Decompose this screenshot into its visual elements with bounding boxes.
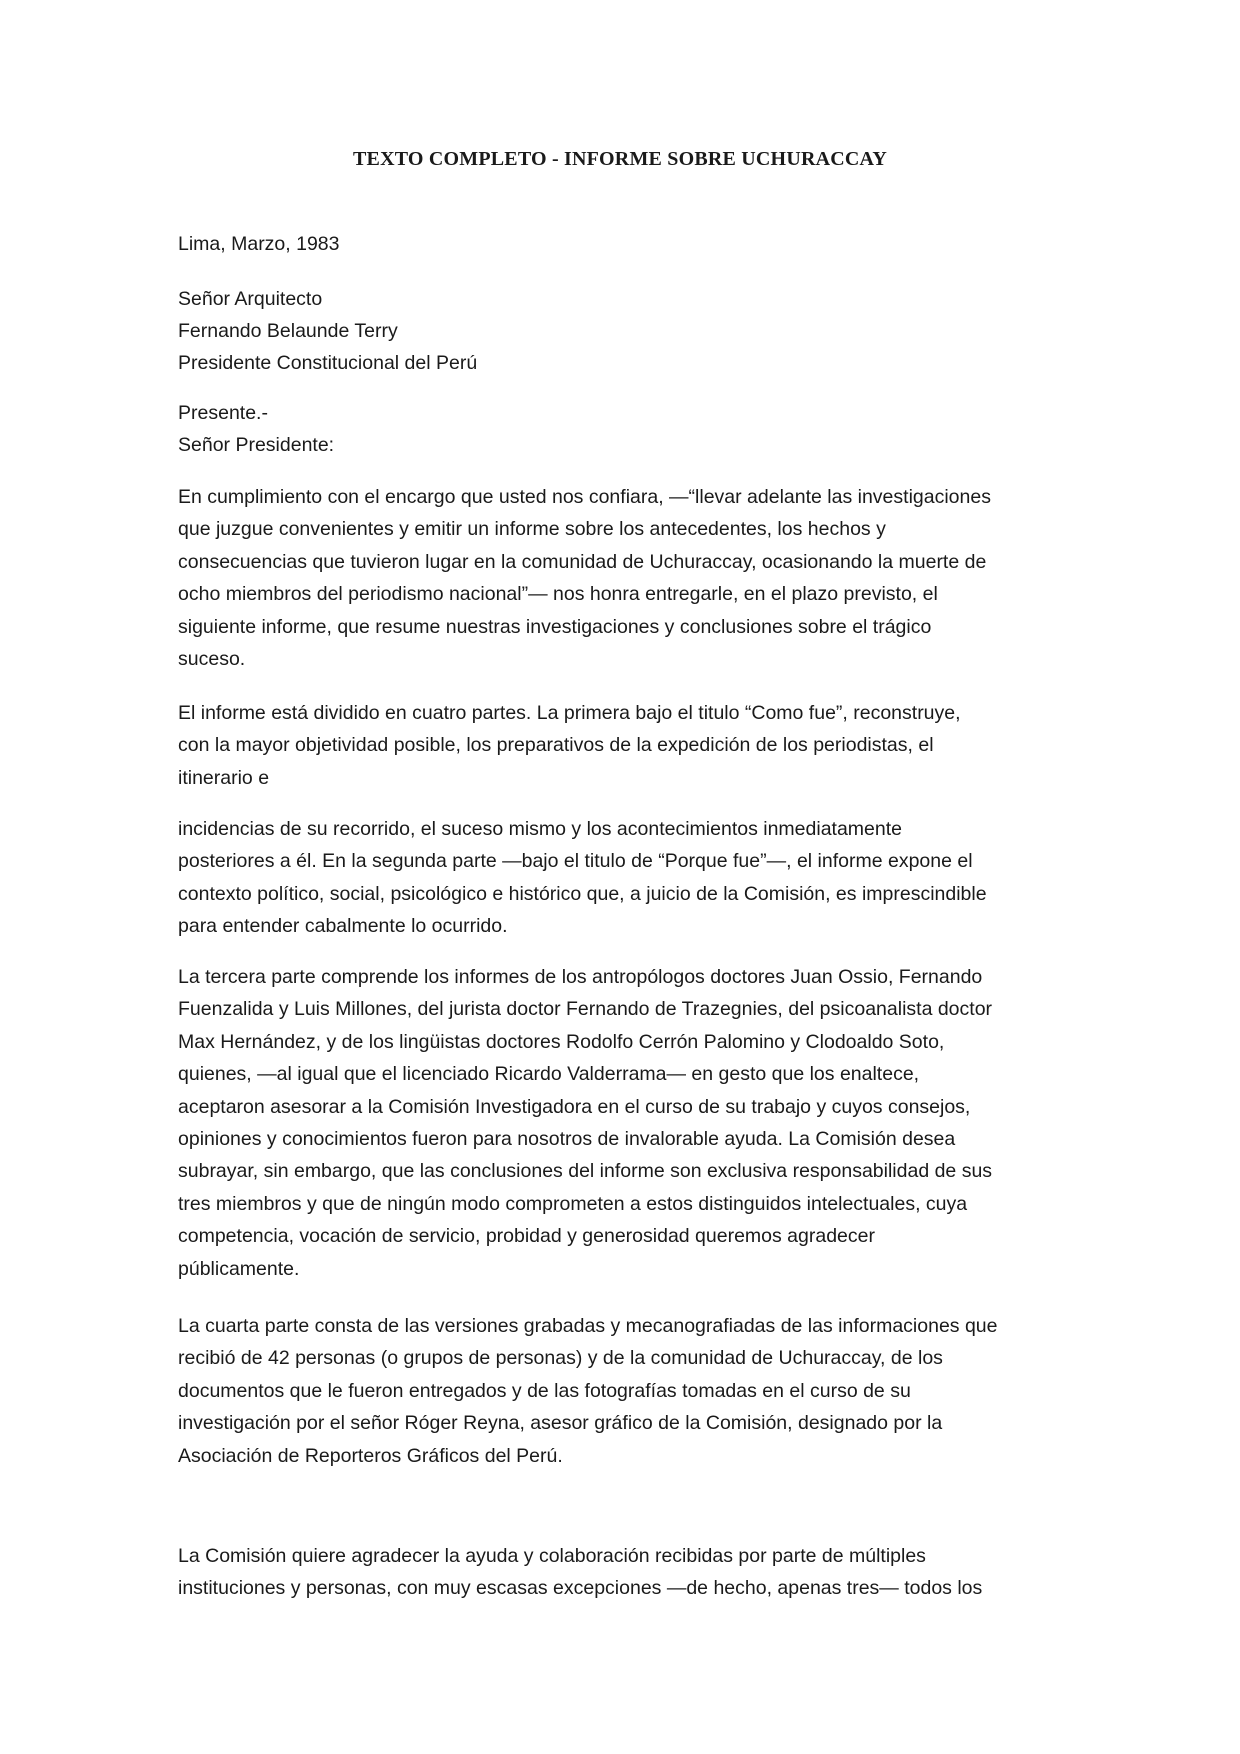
paragraph-line: Fuenzalida y Luis Millones, del jurista doctor Fernando de Trazegnies, del psicoanalista doctor bbox=[178, 998, 993, 1021]
paragraph-line: competencia, vocación de servicio, probidad y generosidad queremos agradecer bbox=[178, 1225, 875, 1248]
paragraph-line: suceso. bbox=[178, 648, 246, 671]
paragraph-line: investigación por el señor Róger Reyna, asesor gráfico de la Comisión, designado por la bbox=[178, 1412, 943, 1435]
paragraph-line: Asociación de Reporteros Gráficos del Perú. bbox=[178, 1444, 563, 1467]
paragraph-line: siguiente informe, que resume nuestras investigaciones y conclusiones sobre el trágico bbox=[178, 615, 932, 638]
paragraph-line: En cumplimiento con el encargo que usted nos confiara, —“llevar adelante las investigaciones bbox=[178, 486, 991, 508]
date-line-text: Lima, Marzo, 1983 bbox=[178, 233, 340, 255]
paragraph-line: recibió de 42 personas (o grupos de personas) y de la comunidad de Uchuraccay, de los bbox=[178, 1347, 943, 1370]
paragraph-line: públicamente. bbox=[178, 1257, 300, 1280]
paragraph-line: La Comisión quiere agradecer la ayuda y colaboración recibidas por parte de múltiples bbox=[178, 1545, 926, 1567]
paragraph-line: La tercera parte comprende los informes de los antropólogos doctores Juan Ossio, Fernando bbox=[178, 966, 983, 988]
addressee-line: Señor Arquitecto bbox=[178, 288, 323, 310]
paragraph-line: con la mayor objetividad posible, los preparativos de la expedición de los periodistas, el bbox=[178, 734, 934, 757]
salutation-line: Presente.- bbox=[178, 402, 268, 424]
addressee-block bbox=[178, 283, 1058, 379]
paragraph-2 bbox=[178, 697, 1058, 794]
paragraph-5 bbox=[178, 1310, 1058, 1472]
paragraph-line: instituciones y personas, con muy escasas excepciones —de hecho, apenas tres— todos los bbox=[178, 1577, 983, 1600]
paragraph-line: subrayar, sin embargo, que las conclusiones del informe son exclusiva responsabilidad de sus bbox=[178, 1160, 993, 1183]
paragraph-line: posteriores a él. En la segunda parte —bajo el titulo de “Porque fue”—, el informe expone el bbox=[178, 850, 973, 873]
paragraph-line: El informe está dividido en cuatro partes. La primera bajo el titulo “Como fue”, reconstruye, bbox=[178, 702, 961, 724]
paragraph-line: aceptaron asesorar a la Comisión Investigadora en el curso de su trabajo y cuyos consejos, bbox=[178, 1095, 971, 1118]
paragraph-line: para entender cabalmente lo ocurrido. bbox=[178, 915, 508, 938]
paragraph-line: documentos que le fueron entregados y de las fotografías tomadas en el curso de su bbox=[178, 1379, 911, 1402]
paragraph-line: itinerario e bbox=[178, 766, 270, 789]
paragraph-3 bbox=[178, 813, 1058, 943]
paragraph-line: tres miembros y que de ningún modo comprometen a estos distinguidos intelectuales, cuya bbox=[178, 1192, 968, 1215]
paragraph-1 bbox=[178, 481, 1058, 675]
paragraph-line: quienes, —al igual que el licenciado Ricardo Valderrama— en gesto que los enaltece, bbox=[178, 1063, 920, 1086]
addressee-line: Fernando Belaunde Terry bbox=[178, 320, 398, 342]
salutation-line: Señor Presidente: bbox=[178, 434, 335, 456]
paragraph-4 bbox=[178, 961, 1058, 1285]
paragraph-6 bbox=[178, 1540, 1058, 1605]
paragraph-line: consecuencias que tuvieron lugar en la comunidad de Uchuraccay, ocasionando la muerte de bbox=[178, 550, 987, 573]
salutation-block bbox=[178, 397, 1058, 461]
paragraph-line: que juzgue convenientes y emitir un informe sobre los antecedentes, los hechos y bbox=[178, 518, 886, 541]
date-line bbox=[178, 228, 1058, 260]
paragraph-line: opiniones y conocimientos fueron para nosotros de invalorable ayuda. La Comisión desea bbox=[178, 1128, 956, 1151]
paragraph-line: incidencias de su recorrido, el suceso mismo y los acontecimientos inmediatamente bbox=[178, 818, 903, 840]
document-title: TEXTO COMPLETO - INFORME SOBRE UCHURACCAY bbox=[352, 148, 887, 170]
addressee-line: Presidente Constitucional del Perú bbox=[178, 352, 478, 374]
paragraph-line: Max Hernández, y de los lingüistas doctores Rodolfo Cerrón Palomino y Clodoaldo Soto, bbox=[178, 1030, 945, 1053]
paragraph-line: La cuarta parte consta de las versiones grabadas y mecanografiadas de las informaciones que bbox=[178, 1315, 998, 1337]
paragraph-line: ocho miembros del periodismo nacional”— nos honra entregarle, en el plazo previsto, el bbox=[178, 583, 938, 606]
paragraph-line: contexto político, social, psicológico e histórico que, a juicio de la Comisión, es imprescindible bbox=[178, 882, 987, 905]
